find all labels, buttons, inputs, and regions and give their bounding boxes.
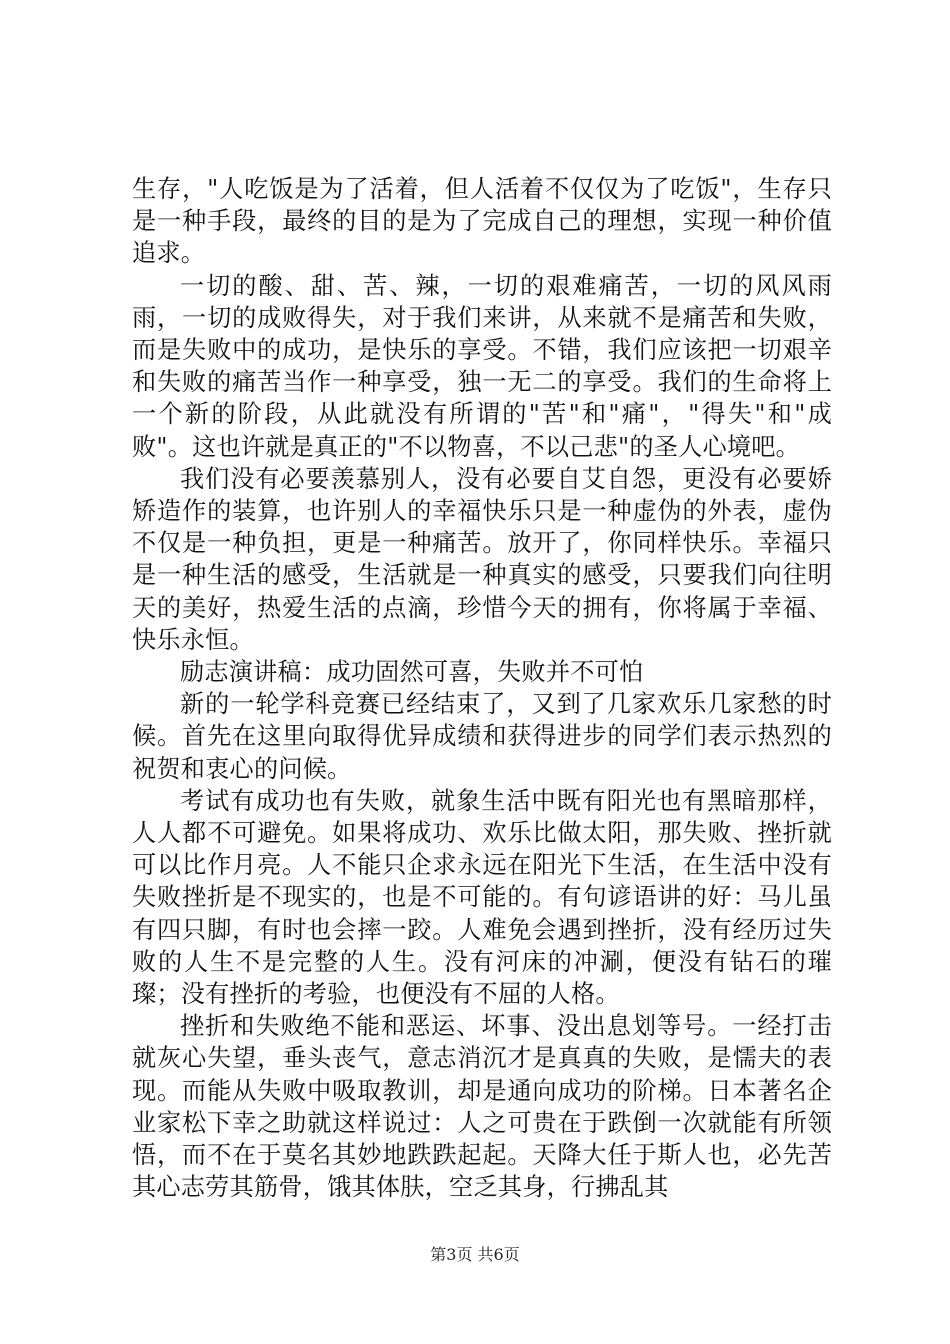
section-heading: 励志演讲稿：成功固然可喜，失败并不可怕 [180, 658, 644, 687]
paragraph-4: 新的一轮学科竞赛已经结束了，又到了几家欢乐几家愁的时候。首先在这里向取得优异成绩和获得进步的同学们表示热烈的祝贺和衷心的问候。 [132, 690, 832, 783]
paragraph-5: 考试有成功也有失败，就象生活中既有阳光也有黑暗那样，人人都不可避免。如果将成功、欢乐比做太阳，那失败、挫折就可以比作月亮。人不能只企求永远在阳光下生活，在生活中没有失败挫折是不现实的，也是不可能的。有句谚语讲的好：马儿虽有四只脚，有时也会摔一跤。人难免会遇到挫折，没有经历过失败的人生不是完整的人生。没有河床的冲涮，便没有钻石的璀璨；没有挫折的考验，也便没有不屈的人格。 [132, 786, 832, 1009]
paragraph-3: 我们没有必要羡慕别人，没有必要自艾自怨，更没有必要娇矫造作的装算，也许别人的幸福快乐只是一种虚伪的外表，虚伪不仅是一种负担，更是一种痛苦。放开了，你同样快乐。幸福只是一种生活的感受，生活就是一种真实的感受，只要我们向往明天的美好，热爱生活的点滴，珍惜今天的拥有，你将属于幸福、快乐永恒。 [132, 464, 832, 654]
paragraph-1: 生存，"人吃饭是为了活着，但人活着不仅仅为了吃饭"，生存只是一种手段，最终的目的是为了完成自己的理想，实现一种价值追求。 [132, 175, 832, 268]
page-number: 第3页 共6页 [430, 1245, 520, 1264]
paragraph-2: 一切的酸、甜、苦、辣，一切的艰难痛苦，一切的风风雨雨，一切的成败得失，对于我们来讲，从来就不是痛苦和失败，而是失败中的成功，是快乐的享受。不错，我们应该把一切艰辛和失败的痛苦当作一种享受，独一无二的享受。我们的生命将上一个新的阶段，从此就没有所谓的"苦"和"痛"，"得失"和"成败"。这也许就是真正的"不以物喜，不以己悲"的圣人心境吧。 [132, 271, 832, 461]
document-body [132, 173, 832, 1204]
paragraph-6: 挫折和失败绝不能和恶运、坏事、没出息划等号。一经打击就灰心失望，垂头丧气，意志消沉才是真真的失败，是懦夫的表现。而能从失败中吸取教训，却是通向成功的阶梯。日本著名企业家松下幸之助就这样说过：人之可贵在于跌倒一次就能有所领悟，而不在于莫名其妙地跌跌起起。天降大任于斯人也，必先苦其心志劳其筋骨，饿其体肤，空乏其身，行拂乱其 [132, 1012, 832, 1202]
page-footer [0, 1245, 950, 1265]
